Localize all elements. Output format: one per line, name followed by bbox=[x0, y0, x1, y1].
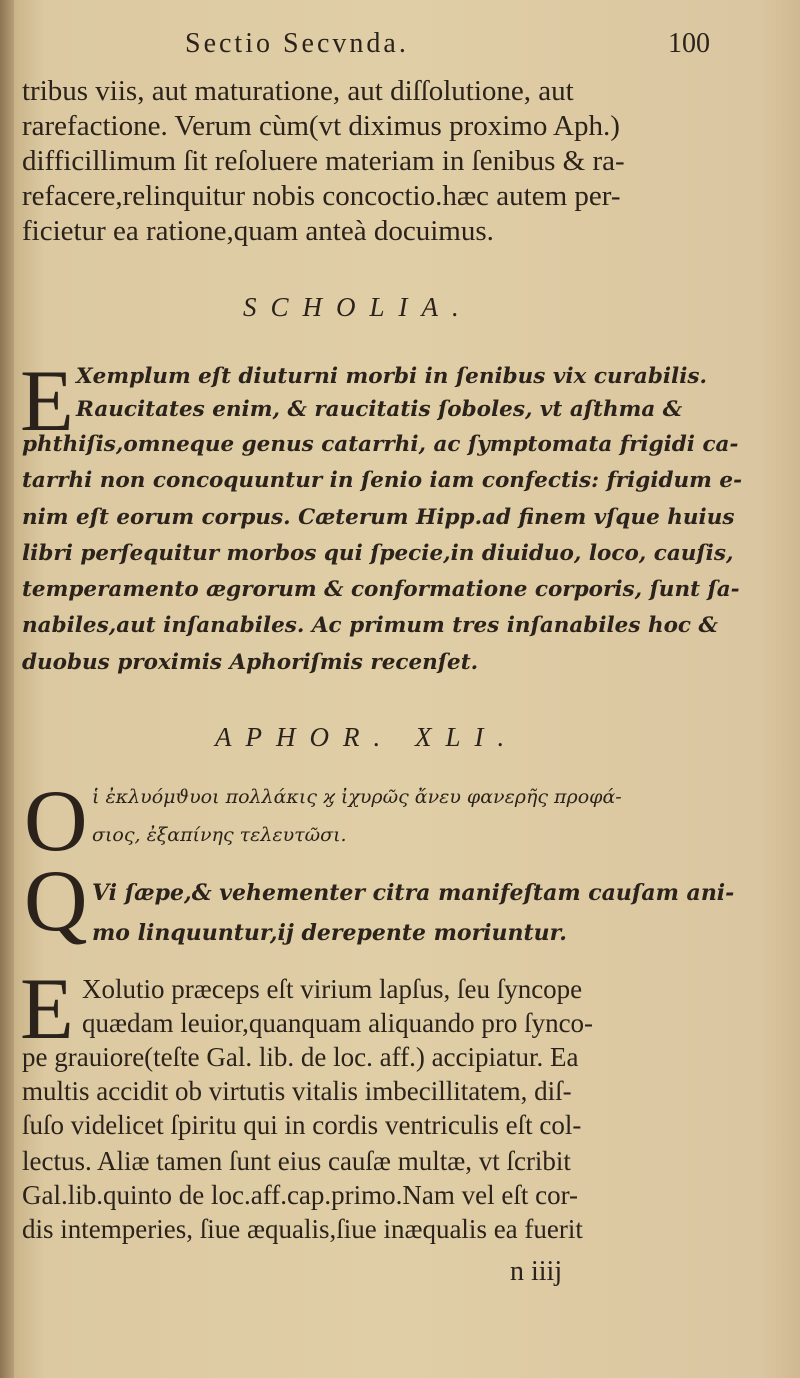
opening-line: ficietur ea ratione,quam anteà docuimus. bbox=[22, 215, 494, 247]
greek-drop-cap: O bbox=[24, 773, 88, 870]
scholia-line: Raucitates enim, & raucitatis ſoboles, vt aſthma & bbox=[76, 397, 683, 422]
scholia-line: Xemplum eſt diuturni morbi in ſenibus vix curabilis. bbox=[76, 364, 707, 389]
scholia-line: nabiles,aut inſanabiles. Ac primum tres inſanabiles hoc & bbox=[22, 613, 718, 638]
scholia-line: temperamento ægrorum & conformatione corporis, ſunt ſa- bbox=[22, 577, 740, 602]
scholia-line: duobus proximis Aphoriſmis recenſet. bbox=[22, 650, 479, 675]
scholia-line: nim eſt eorum corpus. Cæterum Hipp.ad finem vſque huius bbox=[22, 505, 735, 530]
scholia-line: phthiſis,omneque genus catarrhi, ac ſymptomata frigidi ca- bbox=[22, 432, 739, 457]
opening-line: difficillimum ſit reſoluere materiam in ſenibus & ra- bbox=[22, 145, 625, 177]
commentary-line: multis accidit ob virtutis vitalis imbecillitatem, diſ- bbox=[22, 1076, 572, 1106]
commentary-line: dis intemperies, ſiue æqualis,ſiue inæqualis ea fuerit bbox=[22, 1214, 583, 1244]
commentary-drop-cap: E bbox=[20, 961, 74, 1058]
page-gutter-shadow bbox=[0, 0, 14, 1378]
greek-line: σιος, ἐξαπίνης τελευτῶσι. bbox=[92, 824, 347, 846]
commentary-line: pe grauiore(teſte Gal. lib. de loc. aff.) accipiatur. Ea bbox=[22, 1042, 579, 1072]
opening-line: tribus viis, aut maturatione, aut diſſolutione, aut bbox=[22, 75, 574, 107]
aphorism-latin-line: Vi ſæpe,& vehementer citra manifeſtam cauſam ani- bbox=[92, 880, 735, 906]
greek-line: ἱ ἐκλυόμϑυοι πολλάκις ϗ ἰχυρῶς ἄνευ φανερῆς προφά- bbox=[92, 786, 622, 808]
commentary-line: lectus. Aliæ tamen ſunt eius cauſæ multæ, vt ſcribit bbox=[22, 1146, 571, 1176]
commentary-line: ſuſo videlicet ſpiritu qui in cordis ventriculis eſt col- bbox=[22, 1110, 582, 1140]
scholia-line: tarrhi non concoquuntur in ſenio iam confectis: frigidum e- bbox=[22, 468, 743, 493]
scholia-line: libri perſequitur morbos qui ſpecie,in diuiduo, loco, cauſis, bbox=[22, 541, 734, 566]
scholia-heading: SCHOLIA. bbox=[243, 292, 473, 322]
commentary-line: Xolutio præceps eſt virium lapſus, ſeu ſyncope bbox=[82, 974, 583, 1004]
page-number: 100 bbox=[668, 28, 710, 59]
signature-mark: n iiij bbox=[510, 1256, 563, 1287]
aphorism-heading: APHOR. XLI. bbox=[215, 722, 519, 752]
scholia-drop-cap: E bbox=[20, 353, 74, 450]
commentary-line: Gal.lib.quinto de loc.aff.cap.primo.Nam vel eſt cor- bbox=[22, 1180, 579, 1210]
running-header: Sectio Secvnda. bbox=[185, 28, 409, 59]
opening-line: refacere,relinquitur nobis concoctio.hæc autem per- bbox=[22, 180, 621, 212]
aphorism-latin-line: mo linquuntur,ij derepente moriuntur. bbox=[92, 920, 567, 946]
latin-drop-cap: Q bbox=[24, 853, 88, 950]
commentary-line: quædam leuior,quanquam aliquando pro ſynco- bbox=[82, 1008, 594, 1038]
opening-line: rarefactione. Verum cùm(vt diximus proximo Aph.) bbox=[22, 110, 620, 142]
